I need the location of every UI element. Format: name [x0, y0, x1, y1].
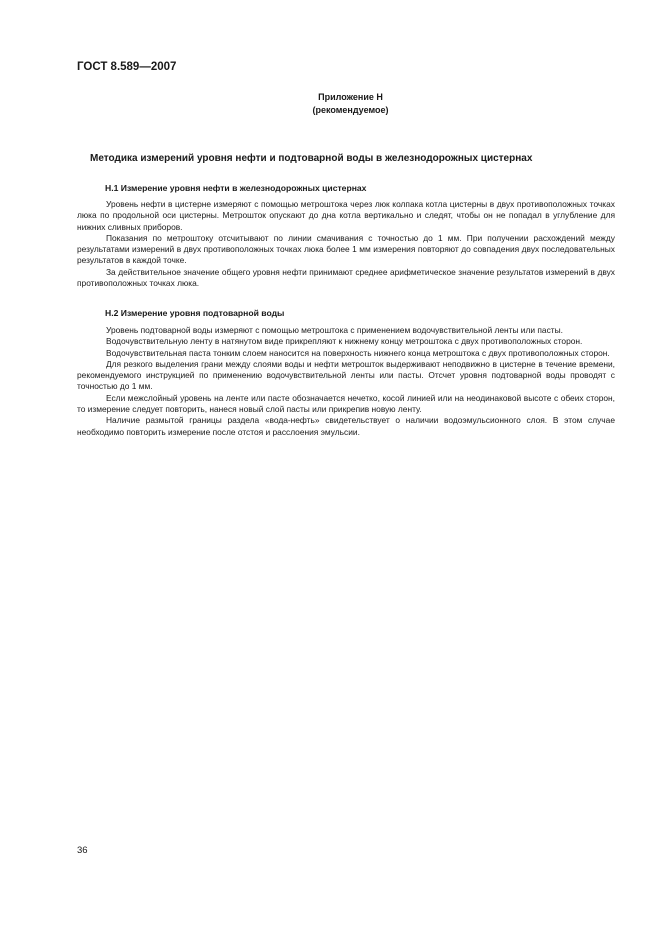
paragraph: Для резкого выделения грани между слоями воды и нефти метрошток выдерживают неподвижно в цистерне в течение времени, рекомендуемого инструкцией по применению водочувствительной ленты или пасты. Отсчет уровня подтоварной воды проводят с точностью до 1 мм.	[77, 358, 615, 392]
paragraph: Если межслойный уровень на ленте или пасте обозначается нечетко, косой линией или на неодинаковой высоте с обеих сторон, то измерение следует повторить, нанеся новый слой пасты или прикрепив новую ленту.	[77, 392, 615, 415]
appendix-note: (рекомендуемое)	[312, 105, 389, 115]
paragraph: Наличие размытой границы раздела «вода-нефть» свидетельствует о наличии водоэмульсионного слоя. В этом случае необходимо повторить измерение после отстоя и расслоения эмульсии.	[77, 415, 615, 437]
paragraph: Водочувствительную ленту в натянутом виде прикрепляют к нижнему концу метроштока с двух противоположных сторон.	[106, 336, 583, 347]
standard-header: ГОСТ 8.589—2007	[77, 61, 177, 73]
section-heading-n2: Н.2 Измерение уровня подтоварной воды	[105, 308, 285, 318]
section-n1-body	[77, 199, 615, 289]
paragraph: Водочувствительная паста тонким слоем наносится на поверхность нижнего конца метроштока с двух противоположных сторон.	[106, 347, 610, 358]
document-title: Методика измерений уровня нефти и подтоварной воды в железнодорожных цистернах	[90, 153, 533, 164]
section-n2-body	[77, 325, 615, 438]
paragraph: Показания по метроштоку отсчитывают по линии смачивания с точностью до 1 мм. При получении расхождений между результатами измерений в двух противоположных точках люка более 1 мм измерения повторяют до совпадения двух последовательных результатов в каждой точке.	[77, 232, 615, 266]
page-number: 36	[77, 845, 88, 856]
paragraph: Уровень подтоварной воды измеряют с помощью метроштока с применением водочувствительной ленты или пасты.	[106, 325, 563, 335]
paragraph: За действительное значение общего уровня нефти принимают среднее арифметическое значение результатов измерений в двух противоположных точках люка.	[77, 266, 615, 289]
section-heading-n1: Н.1 Измерение уровня нефти в железнодорожных цистернах	[105, 183, 367, 193]
paragraph: Уровень нефти в цистерне измеряют с помощью метроштока через люк колпака котла цистерны в двух противоположных точках люка по продольной оси цистерны. Метрошток опускают до дна котла вертикально и следят, чтобы он не попадал в углубление для нижних сливных приборов.	[77, 199, 615, 232]
appendix-title: Приложение Н	[318, 92, 383, 102]
